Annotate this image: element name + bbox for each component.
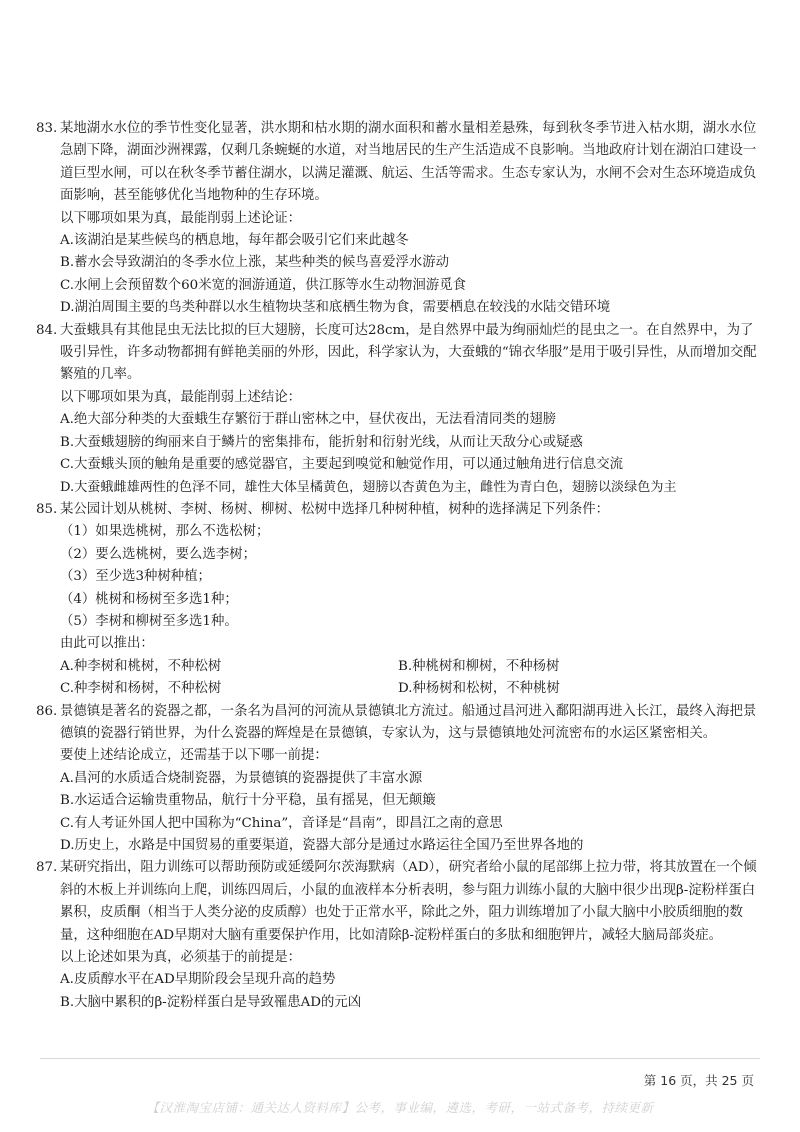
option-a: A.种李树和桃树，不种松树	[60, 658, 222, 674]
option-d: D.大蚕蛾雌雄两性的色泽不同，雄性大体呈橘黄色，翅膀以杏黄色为主，雌性为青白色，翅膀以淡绿色为主	[60, 479, 677, 495]
condition-1: （1）如果选桃树，那么不选松树；	[60, 524, 270, 540]
question-list	[36, 118, 766, 1014]
option-d: D.湖泊周围主要的鸟类种群以水生植物块茎和底栖生物为食，需要栖息在较浅的水陆交错环境	[60, 300, 611, 316]
option-c: C.大蚕蛾头顶的触角是重要的感觉器官，主要起到嗅觉和触觉作用，可以通过触角进行信息交流	[60, 457, 624, 473]
question-85	[36, 499, 766, 701]
option-a: A.皮质醇水平在AD早期阶段会呈现升高的趋势	[60, 972, 336, 988]
question-stem	[36, 857, 766, 947]
question-stem	[36, 701, 766, 746]
question-prompt: 要使上述结论成立，还需基于以下哪一前提：	[60, 748, 328, 764]
question-stem-text: 某研究指出，阻力训练可以帮助预防或延缓阿尔茨海默病（AD），研究者给小鼠的尾部绑上拉力带，将其放置在一个倾斜的木板上并训练向上爬，训练四周后，小鼠的血液样本分析表明，参与阻力训练小鼠的大脑中很少出现β-淀粉样蛋白累积，皮质酮（相当于人类分泌的皮质醇）也处于正常水平，除此之外，阻力训练增加了小鼠大脑中小胶质细胞的数量，这种细胞在AD早期对大脑有重要保护作用，比如清除β-淀粉样蛋白的多肽和细胞钾片，减轻大脑局部炎症。	[60, 860, 757, 943]
option-b: B.水运适合运输贵重物品，航行十分平稳，虽有摇晃，但无颠簸	[60, 793, 436, 809]
question-prompt: 由此可以推出：	[60, 636, 154, 652]
option-c: C.有人考证外国人把中国称为“China”，音译是“昌南”，即昌江之南的意思	[60, 815, 503, 831]
question-prompt: 以下哪项如果为真，最能削弱上述论证：	[60, 210, 302, 226]
option-b: B.种桃树和柳树，不种杨树	[398, 658, 560, 674]
option-b: B.大脑中累积的β-淀粉样蛋白是导致罹患AD的元凶	[60, 994, 362, 1010]
option-c: C.水闸上会预留数个60米宽的洄游通道，供江豚等水生动物洄游觅食	[60, 277, 466, 293]
condition-5: （5）李树和柳树至多选1种。	[60, 613, 238, 629]
question-83	[36, 118, 766, 320]
question-number: 86.	[36, 703, 58, 719]
condition-3: （3）至少选3种树种植；	[60, 569, 211, 585]
question-prompt: 以下哪项如果为真，最能削弱上述结论：	[60, 389, 302, 405]
question-number: 85.	[36, 501, 58, 517]
question-stem-text: 某地湖水水位的季节性变化显著，洪水期和枯水期的湖水面积和蓄水量相差悬殊，每到秋冬季节进入枯水期，湖水水位急剧下降，湖面沙洲裸露，仅剩几条蜿蜒的水道，对当地居民的生产生活造成不良影响。当地政府计划在湖泊口建设一道巨型水闸，可以在秋冬季节蓄住湖水，以满足灌溉、航运、生活等需求。生态专家认为，水闸不会对生态环境造成负面影响，甚至能够优化当地物种的生存环境。	[60, 121, 757, 204]
question-number: 84.	[36, 322, 58, 338]
question-stem	[36, 320, 766, 387]
watermark-text: 【汉淮淘宝店铺：通关达人资料库】公考，事业编，遴选，考研，一站式备考，持续更新	[146, 1100, 654, 1115]
question-stem-text: 某公园计划从桃树、李树、杨树、柳树、松树中选择几种树种植，树种的选择满足下列条件：	[60, 501, 610, 517]
footer-divider	[40, 1058, 760, 1059]
question-86	[36, 701, 766, 858]
page-number: 第 16 页，共 25 页	[643, 1073, 754, 1088]
question-stem	[36, 118, 766, 208]
question-87	[36, 857, 766, 1014]
option-d: D.种杨树和松树，不种桃树	[398, 681, 560, 697]
question-number: 83.	[36, 121, 58, 136]
question-stem-text: 大蚕蛾具有其他昆虫无法比拟的巨大翅膀，长度可达28cm，是自然界中最为绚丽灿烂的昆虫之一。在自然界中，为了吸引异性，许多动物都拥有鲜艳美丽的外形，因此，科学家认为，大蚕蛾的“锦衣华服”是用于吸引异性，从而增加交配繁殖的几率。	[60, 322, 757, 383]
option-b: B.大蚕蛾翅膀的绚丽来自于鳞片的密集排布，能折射和衍射光线，从而让天敌分心或疑惑	[60, 434, 583, 450]
option-d: D.历史上，水路是中国贸易的重要渠道，瓷器大部分是通过水路运往全国乃至世界各地的	[60, 838, 584, 853]
option-a: A.该湖泊是某些候鸟的栖息地，每年都会吸引它们来此越冬	[60, 233, 409, 249]
option-b: B.蓄水会导致湖泊的冬季水位上涨，某些种类的候鸟喜爱浮水游动	[60, 255, 450, 271]
question-number: 87.	[36, 860, 58, 876]
condition-2: （2）要么选桃树，要么选李树；	[60, 546, 256, 562]
options-grid	[60, 656, 766, 701]
option-a: A.绝大部分种类的大蚕蛾生存繁衍于群山密林之中，昼伏夜出，无法看清同类的翅膀	[60, 412, 556, 428]
question-stem-text: 景德镇是著名的瓷器之都，一条名为昌河的河流从景德镇北方流过。船通过昌河进入鄱阳湖再进入长江，最终入海把景德镇的瓷器行销世界，为什么瓷器的辉煌是在景德镇，专家认为，这与景德镇地处河流密布的水运区紧密相关。	[60, 703, 757, 741]
condition-4: （4）桃树和杨树至多选1种；	[60, 591, 238, 607]
question-stem	[36, 499, 766, 521]
option-c: C.种李树和杨树，不种松树	[60, 681, 222, 697]
question-prompt: 以上论述如果为真，必须基于的前提是：	[60, 950, 302, 966]
option-a: A.昌河的水质适合烧制瓷器，为景德镇的瓷器提供了丰富水源	[60, 770, 423, 786]
question-84	[36, 320, 766, 499]
